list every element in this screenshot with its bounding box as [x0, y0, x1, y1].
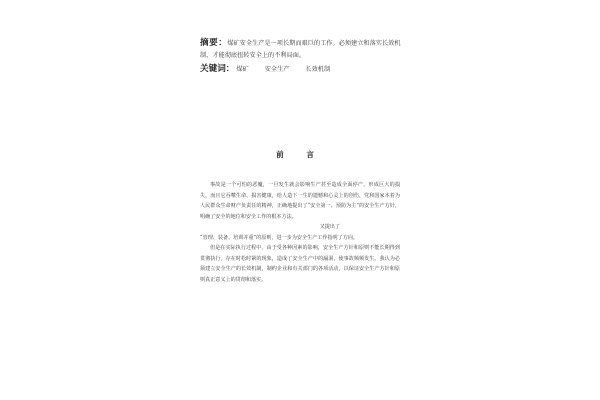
keywords-section [200, 64, 344, 75]
paragraph-tail: 又提出了 [319, 224, 340, 230]
paragraph: 事故是一个可怕的恶魔，一旦发生就会影响生产甚至造成全面停产，形成巨大的损失，而且它吞噬生命、损害健康，给人造下一生的遗憾和心灵上的创伤，党和国家本着为人民群众生命财产负责任的精神，正确地提出了“安全第一、预防为主”的安全生产方针，明确了安全的地位和安全工作的根本方法。 [200, 182, 400, 220]
preface-title: 前 言 [276, 150, 324, 159]
abstract-label: 摘要： [200, 38, 228, 48]
preface-body [200, 180, 400, 285]
keyword-item: 长效机制 [305, 66, 331, 73]
paragraph: 但是在实际执行过程中，由于受各种因素的影响，安全生产方针和原则不能长期得到贯彻执行，存在时松时紧的现象，造成了安全生产中的漏洞，使事故频频发生。我认为必须建立安全生产的长效机制，制约企业和有关部门的各项活动，以保证安全生产方针和原则真正意义上的贯彻和落实。 [200, 245, 400, 283]
abstract-text: 煤矿安全生产是一项长期而艰巨的工作。必须建立和落实长效机制，才能彻底扭转安全上的不利局面。 [200, 40, 401, 59]
abstract-section [200, 37, 410, 62]
keyword-item: 安全生产 [264, 66, 290, 73]
keywords-label: 关键词： [200, 64, 235, 74]
paragraph: “管理、装备、培训并重”的原则，进一步为安全生产工作指明了方向。 [200, 234, 359, 241]
keyword-item: 煤矿 [236, 66, 249, 73]
